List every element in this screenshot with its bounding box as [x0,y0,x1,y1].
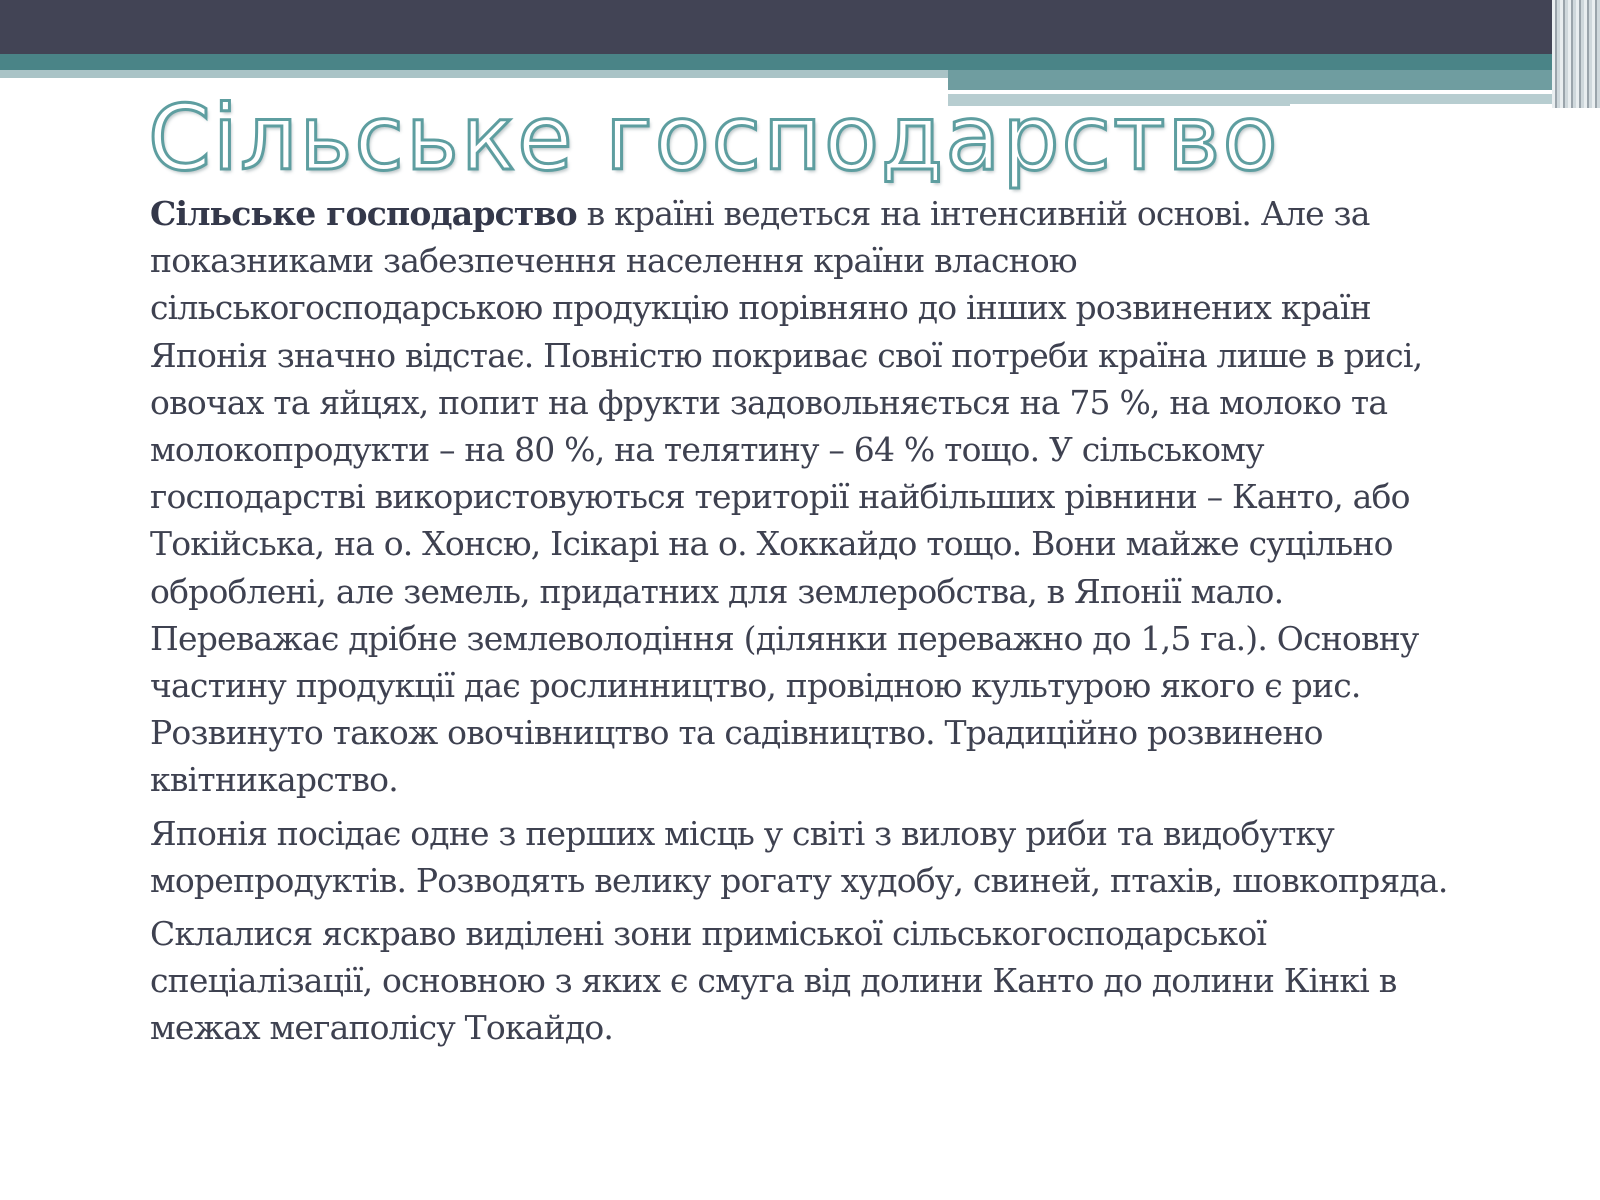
header-band-teal [0,54,1600,70]
paragraph-2: Японія посідає одне з перших місць у світі з вилову риби та видобутку морепродуктів. Розводять велику рогату худобу, свиней, птахів, шовкопряда. [150,813,1448,900]
header-band-dark [0,0,1600,54]
header-stripes [1552,0,1600,108]
paragraph-1-lead: Сільське господарство [150,194,577,233]
paragraph-1-text: в країні ведеться на інтенсивній основі. Але за показниками забезпечення населення країни власною сільськогосподарською продукцію порівняно до інших розвинених країн Японія значно відстає. Повністю покриває свої потреби країна лише в рисі, овочах та яйцях, попит на фрукти задовольняється на 75 %, на молоко та молокопродукти – на 80 %, на телятину – 64 % тощо. У сільському господарстві використовуються території найбільших рівнини – Канто, або Токійська, на о. Хонсю, Ісікарі на о. Хоккайдо тощо. Вони майже суцільно оброблені, але земель, придатних для землеробства, в Японії мало. Переважає дрібне землеволодіння (ділянки переважно до 1,5 га.). Основну частину продукції дає рослинництво, провідною культурою якого є рис. Розвинуто також овочівництво та садівництво. Традиційно розвинено квітникарство. [150,194,1423,800]
paragraph-3: Склалися яскраво виділені зони приміської сільськогосподарської спеціалізації, основною з яких є смуга від долини Канто до долини Кінкі в межах мегаполісу Токайдо. [150,914,1397,1048]
paragraph-1 [150,190,1468,804]
slide-body [150,190,1468,1058]
slide-title: Сільське господарство [148,86,1280,191]
header-band-light-left [0,70,948,78]
